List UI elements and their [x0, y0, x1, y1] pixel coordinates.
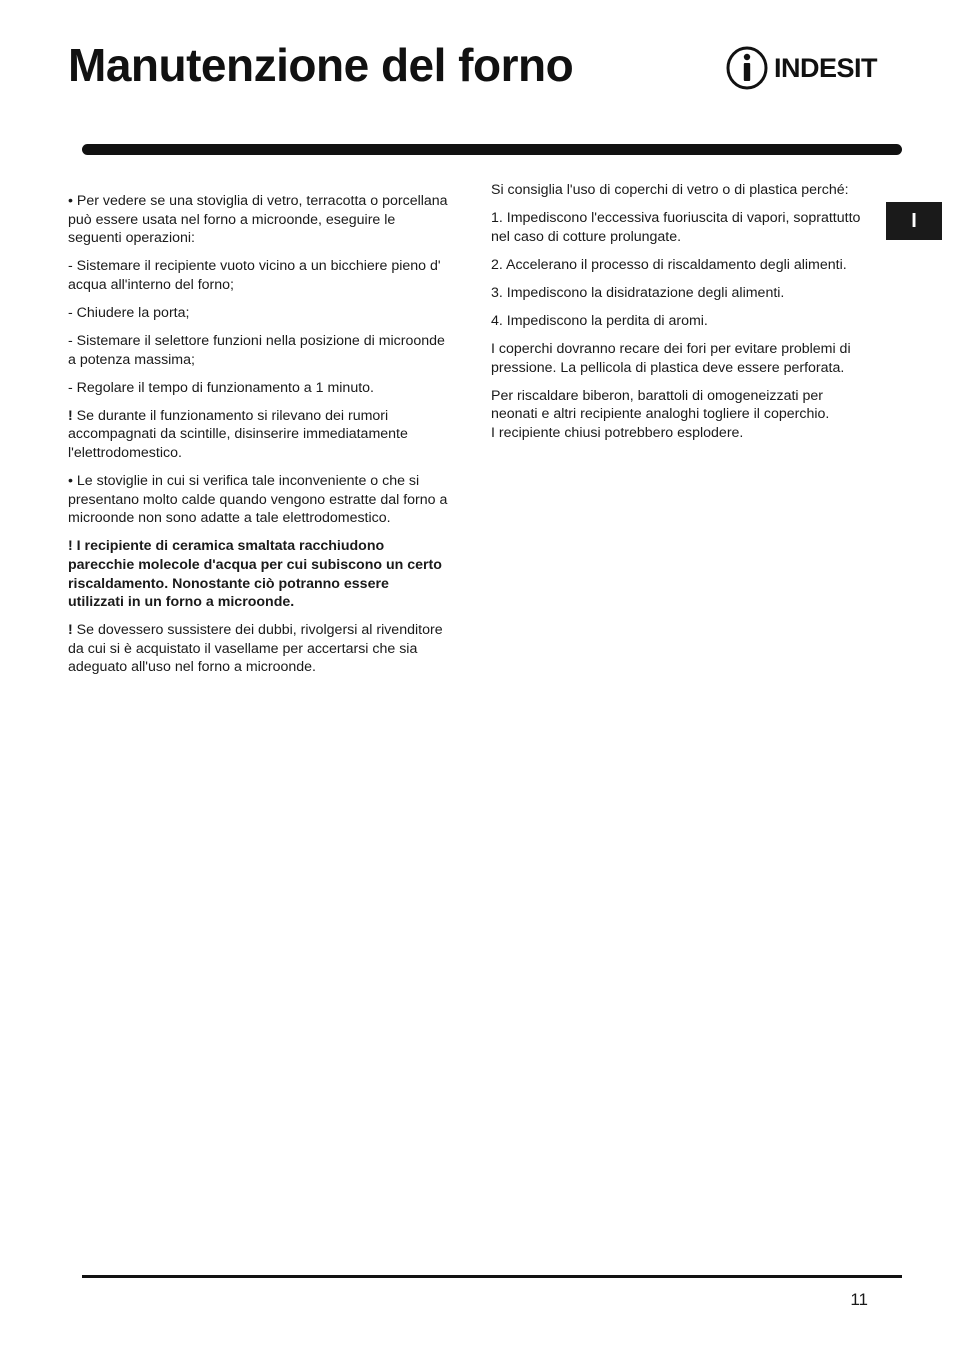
page-title: Manutenzione del forno	[68, 39, 574, 91]
brand-logo	[726, 46, 877, 90]
warning-paragraph	[68, 407, 448, 463]
paragraph: • Per vedere se una stoviglia di vetro, terracotta o porcellana può essere usata nel forno a microonde, eseguire le seguenti operazioni:	[68, 193, 448, 247]
warning-paragraph	[68, 621, 448, 677]
list-item: 2. Accelerano il processo di riscaldamento degli alimenti.	[491, 256, 847, 273]
list-item: 3. Impediscono la disidratazione degli alimenti.	[491, 284, 785, 301]
indesit-i-icon	[726, 46, 768, 90]
bold-warning-paragraph: ! I recipiente di ceramica smaltata racchiudono parecchie molecole d'acqua per cui subiscono un certo riscaldamento. Nonostante ciò potranno essere utilizzati in un forno a microonde.	[68, 538, 442, 611]
warning-text: Se dovessero sussistere dei dubbi, rivolgersi al rivenditore da cui si è acquistato il vasellame per accertarsi che sia adeguato all'uso nel forno a microonde.	[68, 622, 443, 676]
list-item: 4. Impediscono la perdita di aromi.	[491, 312, 708, 329]
right-column	[491, 181, 871, 452]
paragraph: I coperchi dovranno recare dei fori per evitare problemi di pressione. La pellicola di plastica deve essere perforata.	[491, 341, 851, 376]
paragraph: Si consiglia l'uso di coperchi di vetro o di plastica perché:	[491, 182, 849, 198]
paragraph-line: I recipiente chiusi potrebbero esplodere.	[491, 424, 744, 441]
warning-text: Se durante il funzionamento si rilevano dei rumori accompagnati da scintille, disinserire immediatamente l'elettrodomestico.	[68, 407, 408, 462]
brand-name: INDESIT	[774, 52, 878, 83]
page-number: 11	[850, 1290, 868, 1309]
footer-divider	[82, 1275, 902, 1278]
list-item: - Chiudere la porta;	[68, 304, 190, 321]
paragraph-line: Per riscaldare biberon, barattoli di omogeneizzati per neonati e altri recipiente analoghi togliere il coperchio.	[491, 387, 830, 423]
paragraph	[491, 387, 871, 443]
list-item: - Sistemare il recipiente vuoto vicino a un bicchiere pieno d' acqua all'interno del forno;	[68, 258, 441, 293]
language-tab: I	[886, 202, 942, 240]
warning-mark: !	[68, 622, 73, 639]
list-item: - Sistemare il selettore funzioni nella posizione di microonde a potenza massima;	[68, 333, 445, 368]
list-item: 1. Impediscono l'eccessiva fuoriuscita di vapori, soprattutto nel caso di cotture prolungate.	[491, 210, 861, 245]
left-column	[68, 192, 448, 687]
list-item: - Regolare il tempo di funzionamento a 1 minuto.	[68, 379, 374, 396]
paragraph: • Le stoviglie in cui si verifica tale inconveniente o che si presentano molto calde quando vengono estratte dal forno a microonde non sono adatte a tale elettrodomestico.	[68, 473, 448, 527]
header-divider	[82, 144, 902, 155]
warning-mark: !	[68, 407, 73, 424]
